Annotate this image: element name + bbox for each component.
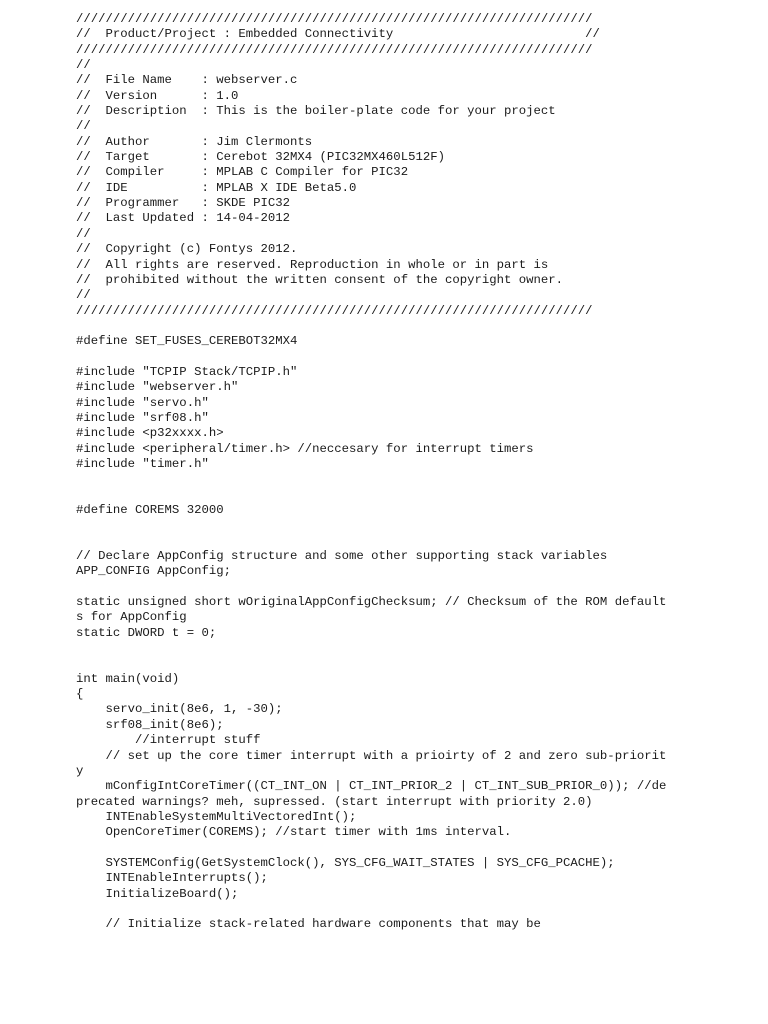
code-line: // File Name : webserver.c xyxy=(76,73,298,88)
code-line: #define COREMS 32000 xyxy=(76,503,224,517)
code-line: OpenCoreTimer(COREMS); //start timer with 1ms interval. xyxy=(76,825,512,840)
code-line xyxy=(76,656,756,671)
code-line xyxy=(76,841,756,856)
code-line: // Declare AppConfig structure and some other supporting stack variables xyxy=(76,549,608,564)
code-line xyxy=(76,518,756,533)
code-line: InitializeBoard(); xyxy=(76,886,239,901)
code-line: y xyxy=(76,763,84,778)
code-line: // set up the core timer interrupt with a prioirty of 2 and zero sub-priorit xyxy=(76,748,667,763)
code-line: // Compiler : MPLAB C Compiler for PIC32 xyxy=(76,165,409,180)
code-line: // Copyright (c) Fontys 2012. xyxy=(76,242,298,257)
code-line xyxy=(76,641,756,656)
code-line: // prohibited without the written consent of the copyright owner. xyxy=(76,272,564,287)
code-line: // Last Updated : 14-04-2012 xyxy=(76,211,291,226)
code-line: SYSTEMConfig(GetSystemClock(), SYS_CFG_WAIT_STATES | SYS_CFG_PCACHE); xyxy=(76,855,615,870)
code-line: // xyxy=(76,119,91,134)
code-line: #include "srf08.h" xyxy=(76,410,209,425)
code-line: // Target : Cerebot 32MX4 (PIC32MX460L512F) xyxy=(76,150,445,165)
code-line: ////////////////////////////////////////////////////////////////////// xyxy=(76,303,593,318)
code-line: // Author : Jim Clermonts xyxy=(76,134,313,149)
code-line: // xyxy=(76,58,91,73)
code-line xyxy=(76,902,756,917)
code-line: // Programmer : SKDE PIC32 xyxy=(76,196,291,211)
code-line: // xyxy=(76,226,91,241)
code-line: INTEnableSystemMultiVectoredInt(); xyxy=(76,809,357,824)
code-line: // Description : This is the boiler-plate code for your project xyxy=(76,104,556,119)
code-line: // Initialize stack-related hardware components that may be xyxy=(76,917,541,932)
code-line: // xyxy=(76,288,91,303)
code-listing xyxy=(76,12,756,933)
code-line xyxy=(76,580,756,595)
code-line xyxy=(76,319,756,334)
code-line: APP_CONFIG AppConfig; xyxy=(76,564,231,579)
code-line: ////////////////////////////////////////////////////////////////////// xyxy=(76,42,593,57)
code-line xyxy=(76,350,756,365)
code-line: #include <p32xxxx.h> xyxy=(76,426,224,441)
code-line: //interrupt stuff xyxy=(76,733,261,748)
code-line: s for AppConfig xyxy=(76,610,187,625)
code-line: INTEnableInterrupts(); xyxy=(76,871,268,886)
code-line: static unsigned short wOriginalAppConfigChecksum; // Checksum of the ROM default xyxy=(76,595,667,610)
code-line: #include "servo.h" xyxy=(76,395,209,410)
code-line: // Product/Project : Embedded Connectivity // xyxy=(76,27,600,42)
code-line xyxy=(76,488,756,503)
code-line: static DWORD t = 0; xyxy=(76,625,217,640)
code-line: // All rights are reserved. Reproduction in whole or in part is xyxy=(76,257,549,272)
code-line: // Version : 1.0 xyxy=(76,88,239,103)
code-line: #define SET_FUSES_CEREBOT32MX4 xyxy=(76,334,298,349)
code-line xyxy=(76,472,756,487)
code-line: servo_init(8e6, 1, -30); xyxy=(76,702,283,717)
code-line: precated warnings? meh, supressed. (start interrupt with priority 2.0) xyxy=(76,794,593,809)
code-line: { xyxy=(76,687,84,702)
code-line: #include "timer.h" xyxy=(76,456,209,471)
code-line: #include "TCPIP Stack/TCPIP.h" xyxy=(76,364,298,379)
code-line: int main(void) xyxy=(76,671,180,686)
code-line: // IDE : MPLAB X IDE Beta5.0 xyxy=(76,180,357,195)
code-line xyxy=(76,534,756,549)
code-line: srf08_init(8e6); xyxy=(76,717,224,732)
code-line: #include "webserver.h" xyxy=(76,380,239,395)
code-line: #include <peripheral/timer.h> //neccesary for interrupt timers xyxy=(76,441,534,456)
code-line: ////////////////////////////////////////////////////////////////////// xyxy=(76,12,593,26)
code-line: mConfigIntCoreTimer((CT_INT_ON | CT_INT_PRIOR_2 | CT_INT_SUB_PRIOR_0)); //de xyxy=(76,779,667,794)
